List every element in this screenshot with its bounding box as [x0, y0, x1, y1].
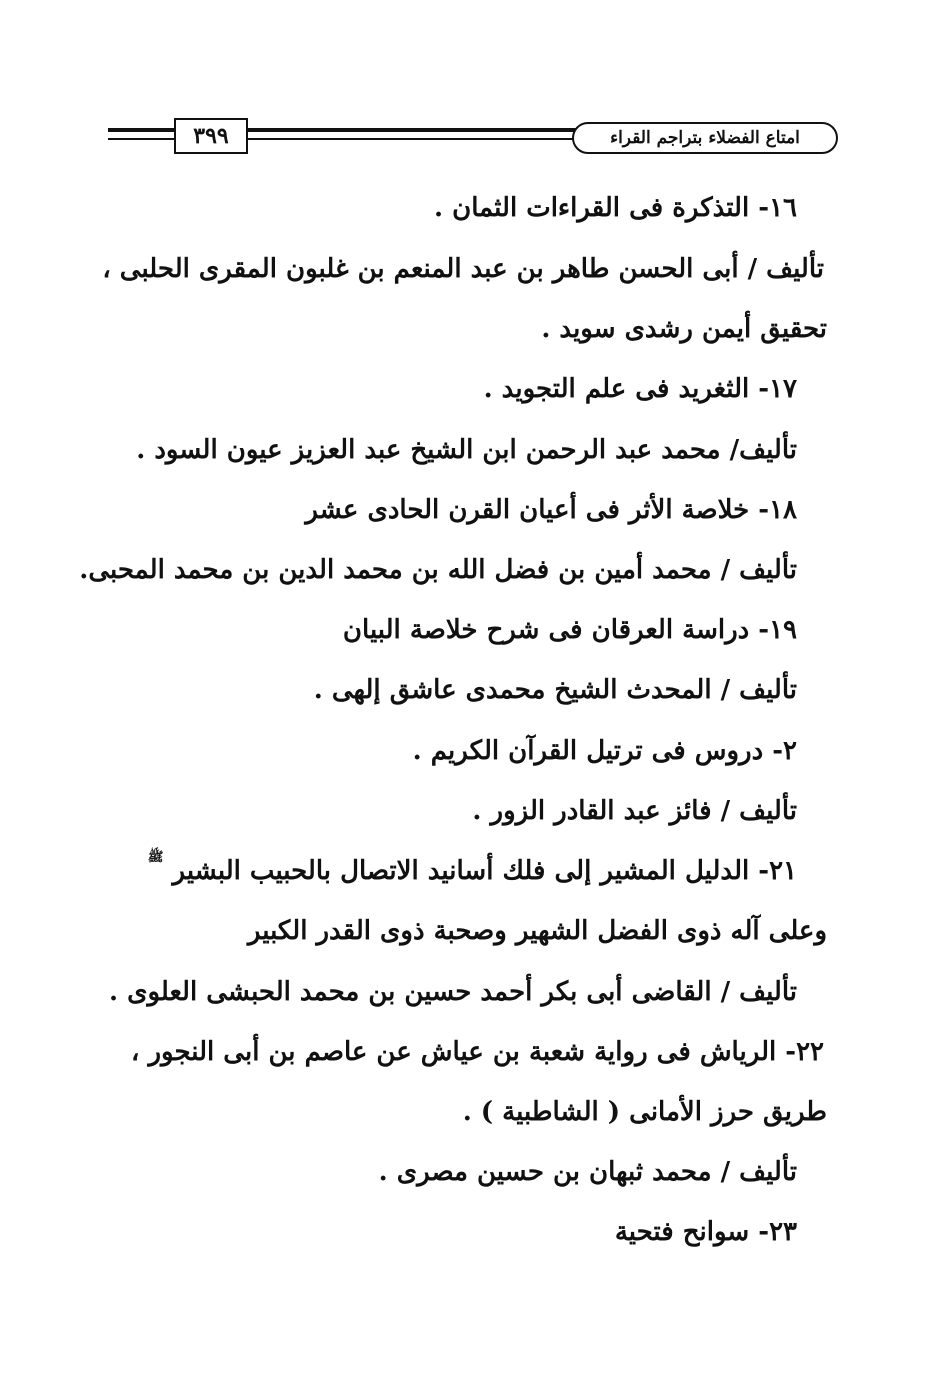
- page-number: ٣٩٩: [174, 118, 248, 154]
- honorific-seal: ﷺ: [147, 850, 164, 865]
- entry-18-author: تأليف / محمد أمين بن فضل الله بن محمد الدين بن محمد المحبى.: [79, 555, 797, 585]
- entry-16-author: تأليف / أبى الحسن طاهر بن عبد المنعم بن غلبون المقرى الحلبى ،: [102, 254, 824, 284]
- entry-21-subtitle: وعلى آله ذوى الفضل الشهير وصحبة ذوى القدر الكبير: [247, 916, 827, 946]
- entry-17-title: ١٧- الثغريد فى علم التجويد .: [483, 374, 797, 404]
- entry-17-author: تأليف/ محمد عبد الرحمن ابن الشيخ عبد العزيز عيون السود .: [136, 435, 797, 465]
- entry-16-title: ١٦- التذكرة فى القراءات الثمان .: [434, 193, 797, 223]
- entry-20-title: ٢- دروس فى ترتيل القرآن الكريم .: [412, 736, 797, 766]
- entry-19-title: ١٩- دراسة العرقان فى شرح خلاصة البيان: [342, 615, 797, 645]
- book-title: امتاع الفضلاء بتراجم القراء: [572, 122, 838, 154]
- entry-22-title: ٢٢- الرياش فى رواية شعبة بن عياش عن عاصم بن أبى النجور ،: [131, 1037, 824, 1067]
- entry-22-author: تأليف / محمد ثبهان بن حسين مصرى .: [378, 1157, 797, 1187]
- entry-16-editor: تحقيق أيمن رشدى سويد .: [541, 314, 827, 344]
- entry-20-author: تأليف / فائز عبد القادر الزور .: [472, 796, 797, 826]
- entry-21-author: تأليف / القاضى أبى بكر أحمد حسين بن محمد الحبشى العلوى .: [108, 977, 797, 1007]
- entry-18-title: ١٨- خلاصة الأثر فى أعيان القرن الحادى عشر: [305, 495, 797, 525]
- entry-19-author: تأليف / المحدث الشيخ محمدى عاشق إلهى .: [313, 675, 797, 705]
- entry-21-title-text: ٢١- الدليل المشير إلى فلك أسانيد الاتصال بالحبيب البشير: [172, 856, 797, 886]
- entry-22-subtitle: طريق حرز الأمانى ( الشاطبية ) .: [462, 1097, 827, 1127]
- entry-21-title: [144, 851, 797, 891]
- entry-23-title: ٢٣- سوانح فتحية: [614, 1217, 797, 1247]
